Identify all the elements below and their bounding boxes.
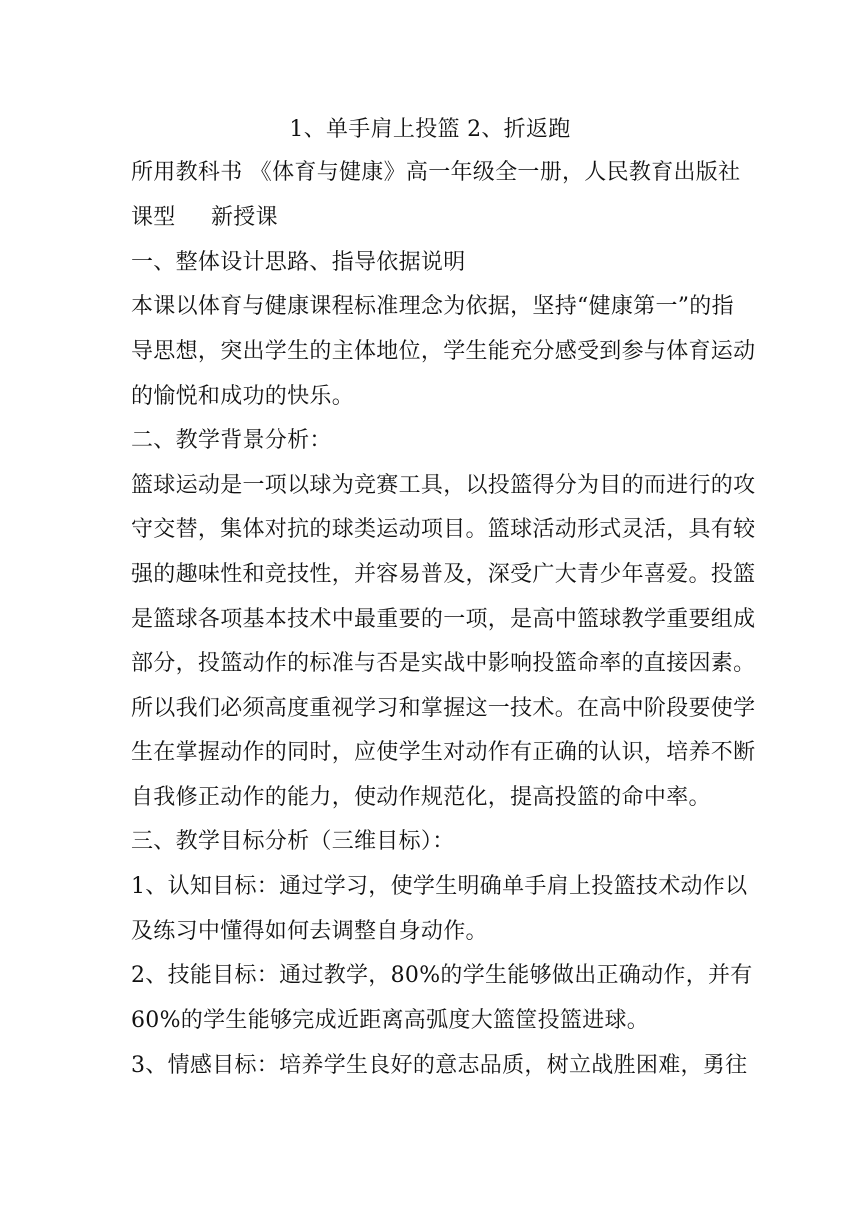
paragraph-line: 1、认知目标：通过学习，使学生明确单手肩上投篮技术动作以: [131, 874, 748, 899]
paragraph-line: 60%的学生能够完成近距离高弧度大篮筐投篮进球。: [131, 1008, 650, 1033]
paragraph-line: 自我修正动作的能力，使动作规范化，提高投篮的命中率。: [131, 785, 711, 810]
paragraph-line: 本课以体育与健康课程标准理念为依据，坚持“健康第一”的指: [131, 294, 734, 319]
section2-heading: 二、教学背景分析：: [131, 428, 332, 453]
paragraph-line: 的愉悦和成功的快乐。: [131, 384, 355, 409]
paragraph-line: 3、情感目标：培养学生良好的意志品质，树立战胜困难，勇往: [131, 1053, 748, 1078]
paragraph-line: 强的趣味性和竞技性，并容易普及，深受广大青少年喜爱。投篮: [131, 562, 756, 587]
paragraph-line: 篮球运动是一项以球为竞赛工具，以投篮得分为目的而进行的攻: [131, 473, 756, 498]
paragraph-line: 及练习中懂得如何去调整自身动作。: [131, 919, 488, 944]
paragraph-line: 2、技能目标：通过教学，80%的学生能够做出正确动作，并有: [131, 963, 753, 988]
document-title: 1、单手肩上投篮 2、折返跑: [289, 117, 571, 142]
paragraph-line: 所以我们必须高度重视学习和掌握这一技术。在高中阶段要使学: [131, 696, 756, 721]
paragraph-line: 部分，投篮动作的标准与否是实战中影响投篮命率的直接因素。: [131, 651, 756, 676]
lesson-type-value: 新授课: [211, 205, 278, 230]
section3-heading: 三、教学目标分析（三维目标）：: [131, 829, 455, 854]
lesson-type-line: [131, 203, 278, 233]
paragraph-line: 守交替，集体对抗的球类运动项目。篮球活动形式灵活，具有较: [131, 517, 756, 542]
paragraph-line: 生在掌握动作的同时，应使学生对动作有正确的认识，培养不断: [131, 740, 756, 765]
section1-heading: 一、整体设计思路、指导依据说明: [131, 250, 466, 275]
lesson-type-label: 课型: [131, 205, 176, 230]
paragraph-line: 是篮球各项基本技术中最重要的一项，是高中篮球教学重要组成: [131, 607, 756, 632]
paragraph-line: 导思想，突出学生的主体地位，学生能充分感受到参与体育运动: [131, 339, 756, 364]
textbook-line: 所用教科书 《体育与健康》高一年级全一册，人民教育出版社: [131, 160, 741, 185]
